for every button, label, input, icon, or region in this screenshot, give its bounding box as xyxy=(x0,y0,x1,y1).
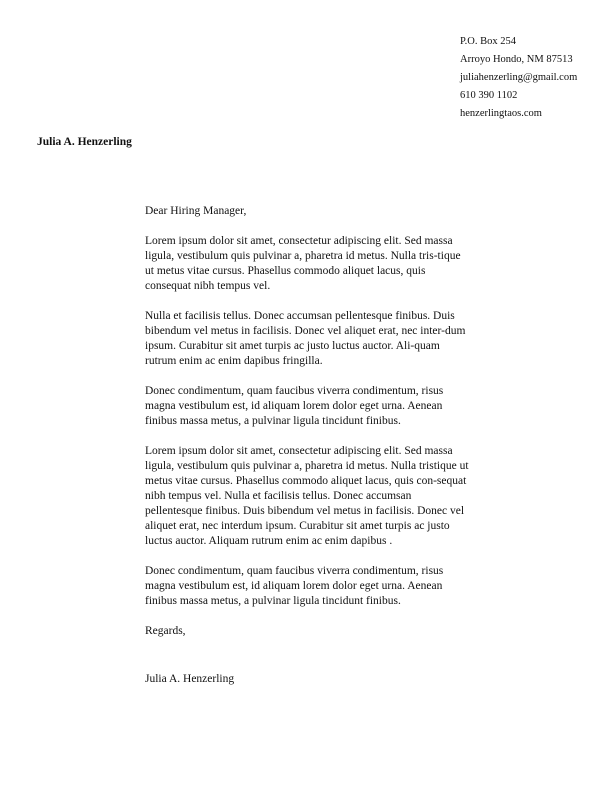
letter-body xyxy=(145,204,471,702)
website: henzerlingtaos.com xyxy=(460,108,542,119)
letter-paragraph: Donec condimentum, quam faucibus viverra condimentum, risus magna vestibulum est, id aliquam lorem dolor eget urna. Aenean finibus massa metus, a pulvinar ligula tincidunt finibus. xyxy=(145,565,444,607)
phone-number: 610 390 1102 xyxy=(460,90,518,101)
closing: Regards, xyxy=(145,625,186,637)
salutation: Dear Hiring Manager, xyxy=(145,205,247,217)
city-state-zip: Arroyo Hondo, NM 87513 xyxy=(460,54,573,65)
sender-name-heading: Julia A. Henzerling xyxy=(37,136,132,148)
letter-paragraph: Lorem ipsum dolor sit amet, consectetur adipiscing elit. Sed massa ligula, vestibulum quis pulvinar a, pharetra id metus. Nulla tris-tique ut metus vitae cursus. Phasellus commodo aliquet lacus, quis consequat nibh tempus vel. xyxy=(145,235,461,292)
contact-block xyxy=(460,33,608,123)
signature: Julia A. Henzerling xyxy=(145,673,235,685)
letter-paragraph: Donec condimentum, quam faucibus viverra condimentum, risus magna vestibulum est, id aliquam lorem dolor eget urna. Aenean finibus massa metus, a pulvinar ligula tincidunt finibus. xyxy=(145,385,444,427)
letter-paragraph: Lorem ipsum dolor sit amet, consectetur adipiscing elit. Sed massa ligula, vestibulum quis pulvinar a, pharetra id metus. Nulla tristique ut metus vitae cursus. Phasellus commodo aliquet lacus, quis con-sequat nibh tempus vel. Nulla et facilisis tellus. Donec accumsan pellentesque finibus. Duis bibendum vel metus in facilisis. Donec vel aliquet erat, nec interdum ipsum. Curabitur sit amet turpis ac justo luctus auctor. Aliquam rutrum enim ac enim dapibus . xyxy=(145,445,469,547)
po-box: P.O. Box 254 xyxy=(460,36,517,47)
letter-paragraph: Nulla et facilisis tellus. Donec accumsan pellentesque finibus. Duis bibendum vel metus in facilisis. Donec vel aliquet erat, nec inter-dum ipsum. Curabitur sit amet turpis ac justo luctus auctor. Ali-quam rutrum enim ac enim dapibus fringilla. xyxy=(145,310,466,367)
email-address: juliahenzerling@gmail.com xyxy=(460,72,578,83)
